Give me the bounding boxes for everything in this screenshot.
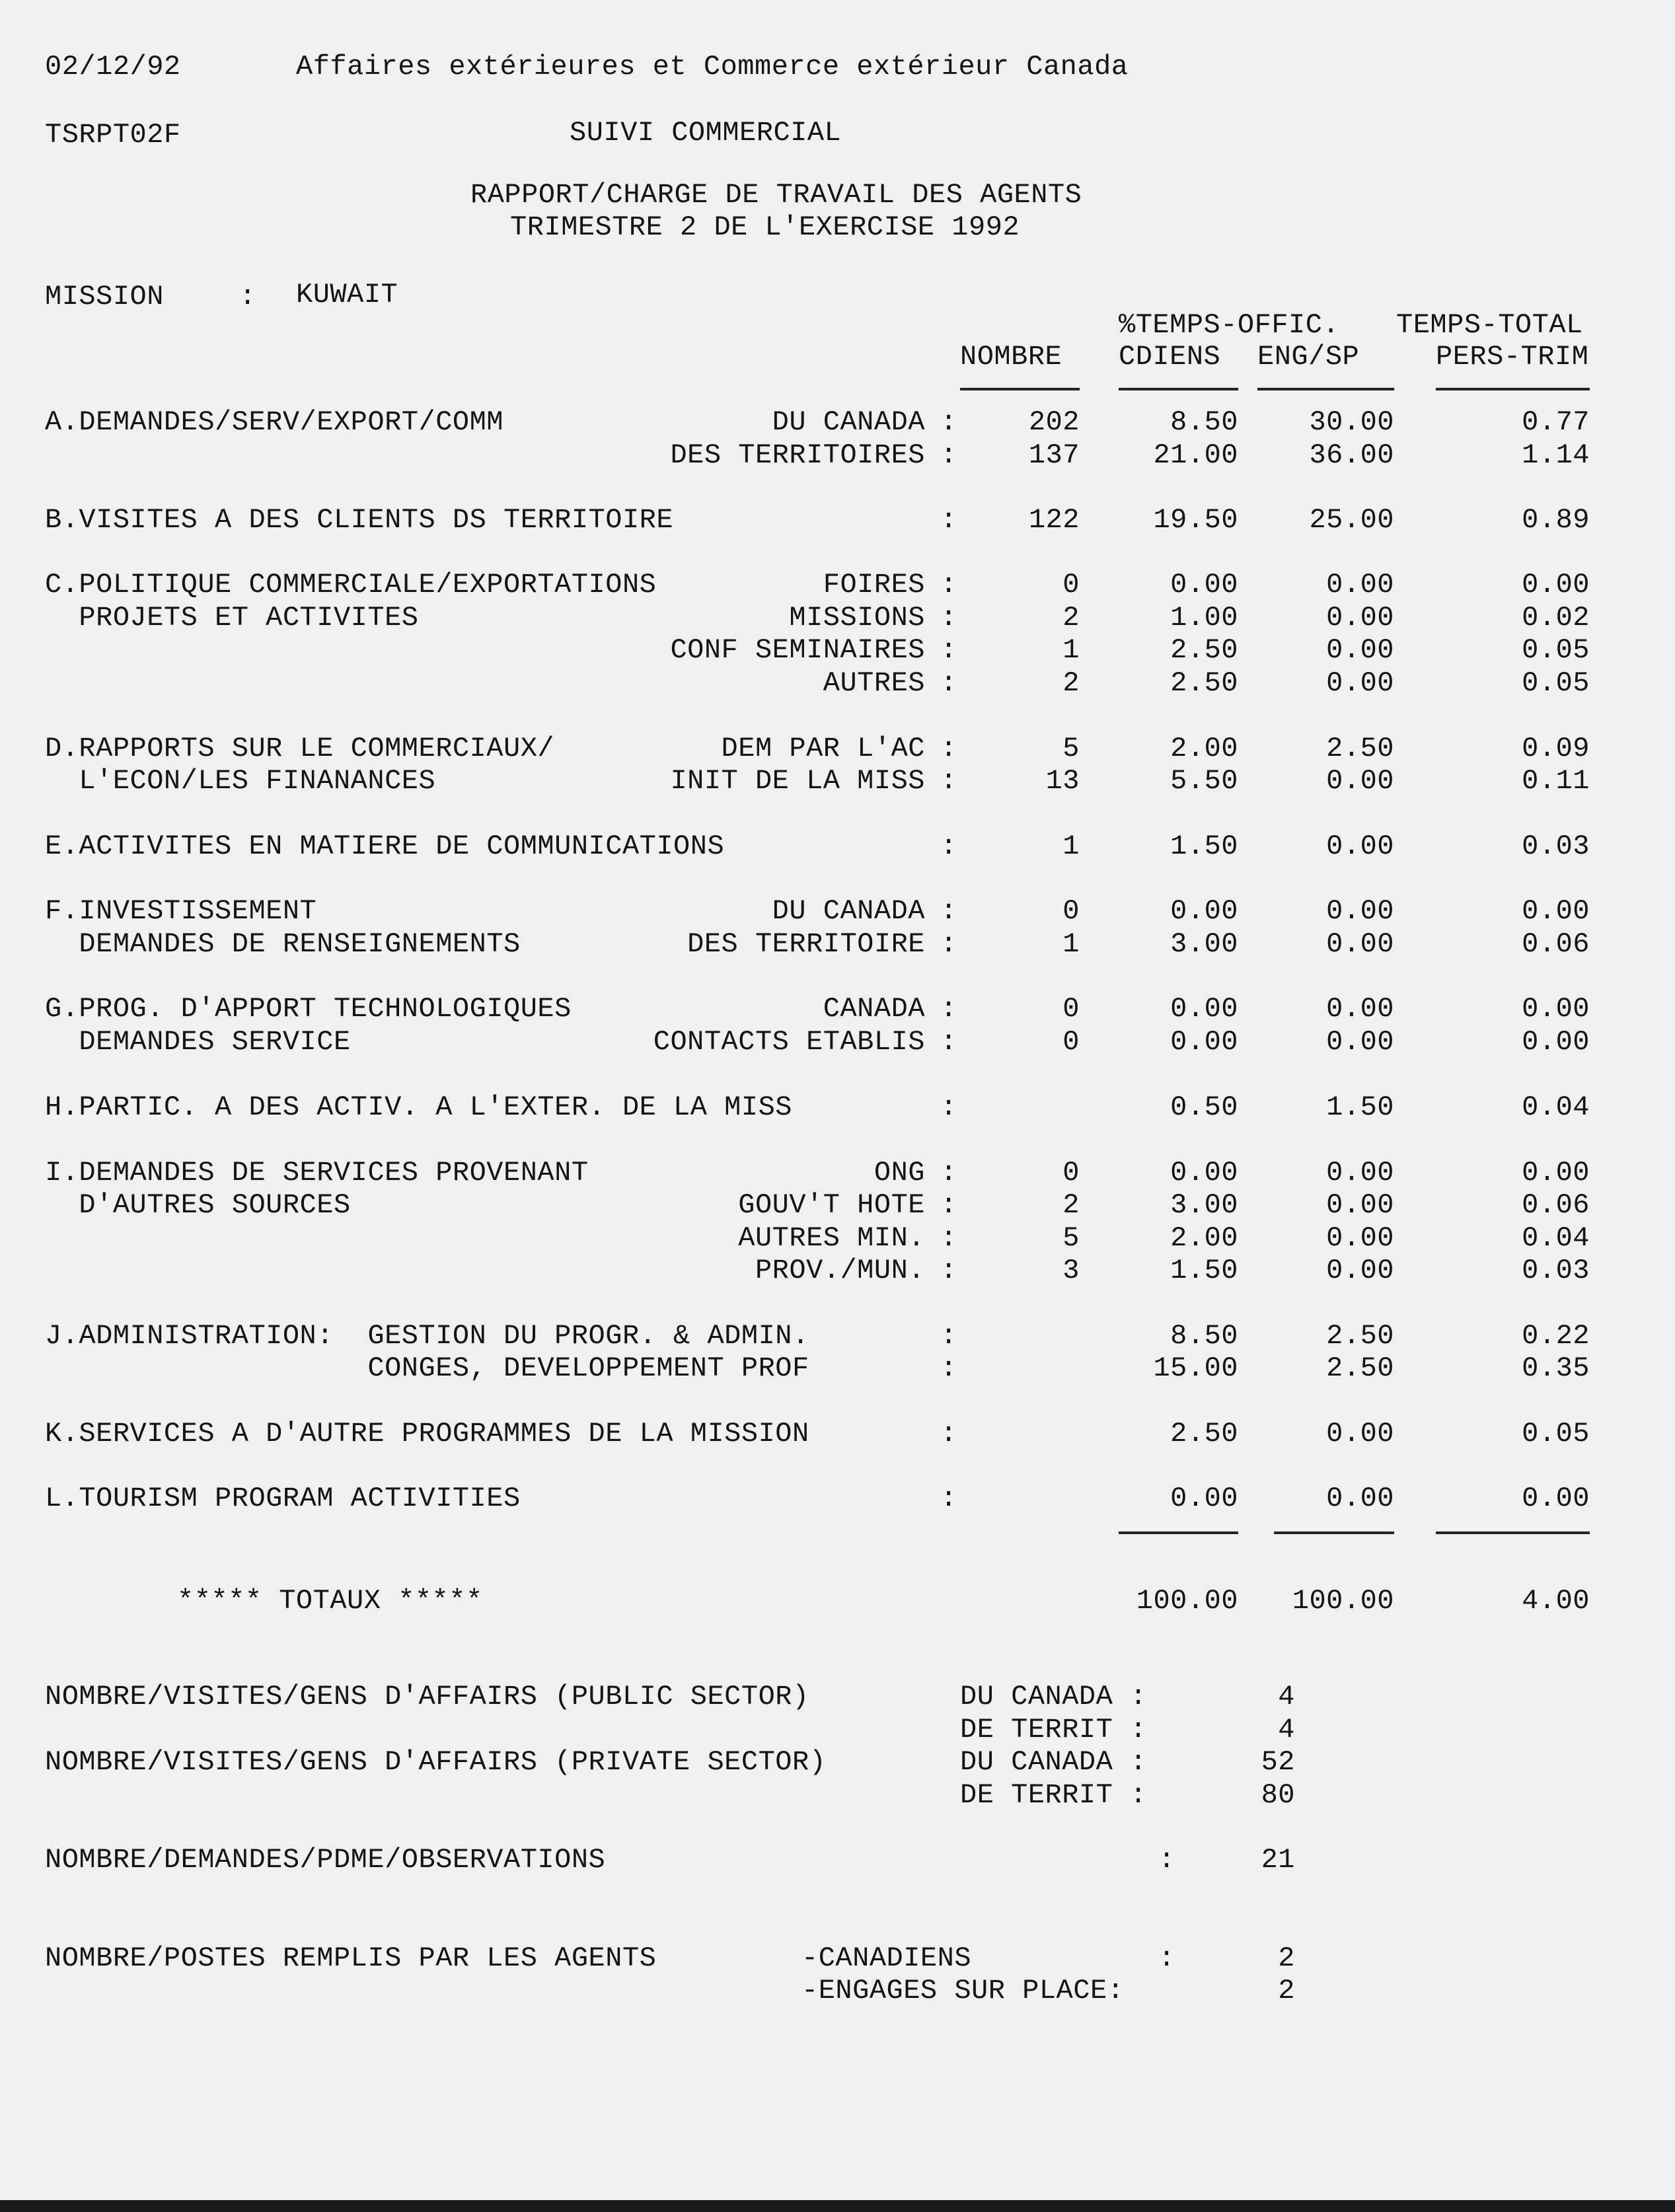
row-colon: :: [940, 1189, 957, 1221]
row-cdiens: 3.00: [1170, 1189, 1238, 1221]
row-engsp: 0.00: [1326, 1418, 1394, 1450]
row-engsp: 0.00: [1326, 1189, 1394, 1221]
row-colon: :: [940, 733, 957, 764]
row-nombre: 0: [1062, 895, 1080, 927]
visits-private-de-territ-value: 80: [1261, 1779, 1295, 1811]
system-name: SUIVI COMMERCIAL: [570, 117, 842, 149]
row-cdiens: 0.00: [1170, 569, 1238, 601]
row-nombre: 202: [1028, 406, 1080, 438]
row-nombre: 0: [1062, 1157, 1080, 1189]
row-subcategory: CONF SEMINAIRES: [670, 634, 925, 666]
row-nombre: 0: [1062, 1026, 1080, 1058]
row-perstrim: 0.04: [1522, 1091, 1590, 1123]
row-description: F.INVESTISSEMENT: [45, 895, 317, 927]
row-colon: :: [940, 993, 957, 1025]
visits-private-du-canada-label: DU CANADA :: [960, 1746, 1147, 1778]
row-cdiens: 0.00: [1170, 1026, 1238, 1058]
row-description: H.PARTIC. A DES ACTIV. A L'EXTER. DE LA MISS: [45, 1091, 792, 1123]
row-engsp: 0.00: [1326, 569, 1394, 601]
row-colon: :: [940, 1255, 957, 1286]
row-perstrim: 0.89: [1522, 504, 1590, 536]
engages-label: -ENGAGES SUR PLACE:: [801, 1975, 1125, 2007]
row-subcategory: DEM PAR L'AC: [721, 733, 925, 764]
column-rule: [960, 388, 1080, 390]
report-code: TSRPT02F: [45, 119, 181, 151]
row-nombre: 5: [1062, 1222, 1080, 1254]
row-colon: :: [940, 1320, 957, 1352]
row-nombre: 2: [1062, 602, 1080, 634]
visits-public-de-territ-value: 4: [1278, 1714, 1295, 1746]
visits-private-label: NOMBRE/VISITES/GENS D'AFFAIRS (PRIVATE SECTOR): [45, 1746, 827, 1778]
row-perstrim: 0.05: [1522, 1418, 1590, 1450]
column-nombre: NOMBRE: [960, 341, 1062, 373]
mission-separator: :: [239, 281, 256, 313]
row-perstrim: 0.05: [1522, 667, 1590, 699]
row-description: D.RAPPORTS SUR LE COMMERCIAUX/: [45, 733, 555, 764]
row-nombre: 5: [1062, 733, 1080, 764]
row-colon: :: [940, 439, 957, 471]
row-nombre: 0: [1062, 993, 1080, 1025]
row-cdiens: 2.00: [1170, 1222, 1238, 1254]
row-subcategory: AUTRES: [823, 667, 925, 699]
row-perstrim: 0.00: [1522, 1483, 1590, 1514]
row-subcategory: MISSIONS: [789, 602, 925, 634]
row-colon: :: [940, 634, 957, 666]
row-subcategory: DES TERRITOIRE: [687, 928, 925, 960]
row-cdiens: 2.50: [1170, 634, 1238, 666]
totals-engsp: 100.00: [1292, 1585, 1394, 1617]
row-engsp: 0.00: [1326, 928, 1394, 960]
row-engsp: 0.00: [1326, 895, 1394, 927]
totals-cdiens: 100.00: [1136, 1585, 1238, 1617]
visits-public-label: NOMBRE/VISITES/GENS D'AFFAIRS (PUBLIC SECTOR): [45, 1681, 809, 1713]
row-engsp: 2.50: [1326, 1320, 1394, 1352]
row-colon: :: [940, 602, 957, 634]
row-colon: :: [940, 1157, 957, 1189]
row-description: DEMANDES DE RENSEIGNEMENTS: [45, 928, 521, 960]
row-description: C.POLITIQUE COMMERCIALE/EXPORTATIONS: [45, 569, 657, 601]
visits-private-du-canada-value: 52: [1261, 1746, 1295, 1778]
row-perstrim: 0.06: [1522, 928, 1590, 960]
row-colon: :: [940, 1352, 957, 1384]
row-cdiens: 5.50: [1170, 765, 1238, 797]
row-cdiens: 15.00: [1153, 1352, 1238, 1384]
demandes-colon: :: [1158, 1844, 1175, 1876]
row-engsp: 2.50: [1326, 733, 1394, 764]
row-perstrim: 0.06: [1522, 1189, 1590, 1221]
row-cdiens: 0.00: [1170, 993, 1238, 1025]
row-description: DEMANDES SERVICE: [45, 1026, 351, 1058]
row-perstrim: 0.35: [1522, 1352, 1590, 1384]
row-colon: :: [940, 1418, 957, 1450]
row-cdiens: 19.50: [1153, 504, 1238, 536]
row-cdiens: 0.00: [1170, 1483, 1238, 1514]
row-cdiens: 2.00: [1170, 733, 1238, 764]
row-description: K.SERVICES A D'AUTRE PROGRAMMES DE LA MISSION: [45, 1418, 809, 1450]
row-perstrim: 0.00: [1522, 993, 1590, 1025]
column-perstrim: PERS-TRIM: [1436, 341, 1589, 373]
row-cdiens: 21.00: [1153, 439, 1238, 471]
row-engsp: 0.00: [1326, 1157, 1394, 1189]
row-perstrim: 0.00: [1522, 895, 1590, 927]
column-rule: [1257, 388, 1394, 390]
row-description: D'AUTRES SOURCES: [45, 1189, 351, 1221]
canadiens-colon: :: [1158, 1942, 1175, 1974]
row-perstrim: 0.03: [1522, 830, 1590, 862]
row-description: B.VISITES A DES CLIENTS DS TERRITOIRE: [45, 504, 674, 536]
row-colon: :: [940, 1483, 957, 1514]
row-engsp: 0.00: [1326, 667, 1394, 699]
column-group-total: TEMPS-TOTAL: [1396, 309, 1583, 341]
totals-rule: [1119, 1531, 1238, 1534]
row-nombre: 0: [1062, 569, 1080, 601]
row-engsp: 1.50: [1326, 1091, 1394, 1123]
row-subcategory: INIT DE LA MISS: [670, 765, 925, 797]
column-engsp: ENG/SP: [1257, 341, 1360, 373]
row-engsp: 0.00: [1326, 993, 1394, 1025]
totals-label: ***** TOTAUX *****: [177, 1585, 483, 1617]
row-engsp: 2.50: [1326, 1352, 1394, 1384]
department-name: Affaires extérieures et Commerce extérieur Canada: [296, 51, 1129, 83]
row-colon: :: [940, 667, 957, 699]
row-perstrim: 0.04: [1522, 1222, 1590, 1254]
column-group-pct: %TEMPS-OFFIC.: [1119, 309, 1340, 341]
row-colon: :: [940, 1091, 957, 1123]
visits-public-de-territ-label: DE TERRIT :: [960, 1714, 1147, 1746]
totals-rule: [1274, 1531, 1394, 1534]
row-nombre: 2: [1062, 667, 1080, 699]
row-engsp: 0.00: [1326, 1026, 1394, 1058]
row-cdiens: 0.00: [1170, 895, 1238, 927]
row-subcategory: DES TERRITOIRES: [670, 439, 925, 471]
mission-label: MISSION: [45, 281, 164, 313]
column-rule: [1119, 388, 1238, 390]
mission-value: KUWAIT: [296, 279, 398, 311]
column-rule: [1436, 388, 1590, 390]
demandes-value: 21: [1261, 1844, 1295, 1876]
row-description: L'ECON/LES FINANANCES: [45, 765, 436, 797]
row-engsp: 0.00: [1326, 1483, 1394, 1514]
row-cdiens: 2.50: [1170, 667, 1238, 699]
row-cdiens: 8.50: [1170, 1320, 1238, 1352]
row-cdiens: 1.00: [1170, 602, 1238, 634]
row-description: J.ADMINISTRATION: GESTION DU PROGR. & ADMIN.: [45, 1320, 809, 1352]
report-date: 02/12/92: [45, 51, 181, 83]
row-colon: :: [940, 1026, 957, 1058]
row-subcategory: CONTACTS ETABLIS: [653, 1026, 925, 1058]
row-subcategory: DU CANADA: [772, 895, 925, 927]
row-nombre: 3: [1062, 1255, 1080, 1286]
row-nombre: 1: [1062, 634, 1080, 666]
row-description: L.TOURISM PROGRAM ACTIVITIES: [45, 1483, 521, 1514]
canadiens-label: -CANADIENS: [801, 1942, 972, 1974]
row-colon: :: [940, 406, 957, 438]
row-engsp: 0.00: [1326, 634, 1394, 666]
row-description: CONGES, DEVELOPPEMENT PROF: [45, 1352, 809, 1384]
visits-private-de-territ-label: DE TERRIT :: [960, 1779, 1147, 1811]
row-cdiens: 2.50: [1170, 1418, 1238, 1450]
row-colon: :: [940, 830, 957, 862]
row-nombre: 13: [1045, 765, 1080, 797]
engages-value: 2: [1278, 1975, 1295, 2007]
row-subcategory: PROV./MUN.: [755, 1255, 925, 1286]
row-perstrim: 0.03: [1522, 1255, 1590, 1286]
row-cdiens: 1.50: [1170, 1255, 1238, 1286]
row-perstrim: 0.00: [1522, 1026, 1590, 1058]
row-perstrim: 0.77: [1522, 406, 1590, 438]
row-nombre: 137: [1028, 439, 1080, 471]
row-cdiens: 1.50: [1170, 830, 1238, 862]
row-perstrim: 0.09: [1522, 733, 1590, 764]
row-nombre: 2: [1062, 1189, 1080, 1221]
row-subcategory: GOUV'T HOTE: [738, 1189, 925, 1221]
row-cdiens: 8.50: [1170, 406, 1238, 438]
row-engsp: 25.00: [1309, 504, 1394, 536]
row-description: A.DEMANDES/SERV/EXPORT/COMM: [45, 406, 504, 438]
scan-edge: [0, 2200, 1675, 2212]
report-subtitle: TRIMESTRE 2 DE L'EXERCISE 1992: [510, 211, 1020, 243]
row-engsp: 0.00: [1326, 1255, 1394, 1286]
row-perstrim: 0.00: [1522, 1157, 1590, 1189]
row-cdiens: 0.50: [1170, 1091, 1238, 1123]
postes-label: NOMBRE/POSTES REMPLIS PAR LES AGENTS: [45, 1942, 657, 1974]
row-subcategory: FOIRES: [823, 569, 925, 601]
row-colon: :: [940, 504, 957, 536]
row-nombre: 122: [1028, 504, 1080, 536]
row-nombre: 1: [1062, 928, 1080, 960]
row-subcategory: ONG: [874, 1157, 925, 1189]
row-perstrim: 0.22: [1522, 1320, 1590, 1352]
row-description: E.ACTIVITES EN MATIERE DE COMMUNICATIONS: [45, 830, 725, 862]
row-subcategory: CANADA: [823, 993, 925, 1025]
row-description: PROJETS ET ACTIVITES: [45, 602, 419, 634]
row-perstrim: 0.02: [1522, 602, 1590, 634]
visits-public-du-canada-label: DU CANADA :: [960, 1681, 1147, 1713]
row-description: G.PROG. D'APPORT TECHNOLOGIQUES: [45, 993, 572, 1025]
row-subcategory: AUTRES MIN.: [738, 1222, 925, 1254]
row-nombre: 1: [1062, 830, 1080, 862]
row-cdiens: 0.00: [1170, 1157, 1238, 1189]
row-engsp: 0.00: [1326, 765, 1394, 797]
demandes-label: NOMBRE/DEMANDES/PDME/OBSERVATIONS: [45, 1844, 606, 1876]
row-perstrim: 0.05: [1522, 634, 1590, 666]
row-colon: :: [940, 928, 957, 960]
report-title: RAPPORT/CHARGE DE TRAVAIL DES AGENTS: [470, 179, 1082, 211]
row-engsp: 30.00: [1309, 406, 1394, 438]
row-description: I.DEMANDES DE SERVICES PROVENANT: [45, 1157, 589, 1189]
row-cdiens: 3.00: [1170, 928, 1238, 960]
row-colon: :: [940, 569, 957, 601]
row-engsp: 0.00: [1326, 602, 1394, 634]
row-perstrim: 1.14: [1522, 439, 1590, 471]
row-colon: :: [940, 1222, 957, 1254]
canadiens-value: 2: [1278, 1942, 1295, 1974]
row-engsp: 0.00: [1326, 830, 1394, 862]
row-colon: :: [940, 895, 957, 927]
row-perstrim: 0.11: [1522, 765, 1590, 797]
row-engsp: 36.00: [1309, 439, 1394, 471]
row-colon: :: [940, 765, 957, 797]
totals-perstrim: 4.00: [1522, 1585, 1590, 1617]
row-perstrim: 0.00: [1522, 569, 1590, 601]
row-subcategory: DU CANADA: [772, 406, 925, 438]
column-cdiens: CDIENS: [1119, 341, 1221, 373]
totals-rule: [1436, 1531, 1590, 1534]
visits-public-du-canada-value: 4: [1278, 1681, 1295, 1713]
row-engsp: 0.00: [1326, 1222, 1394, 1254]
